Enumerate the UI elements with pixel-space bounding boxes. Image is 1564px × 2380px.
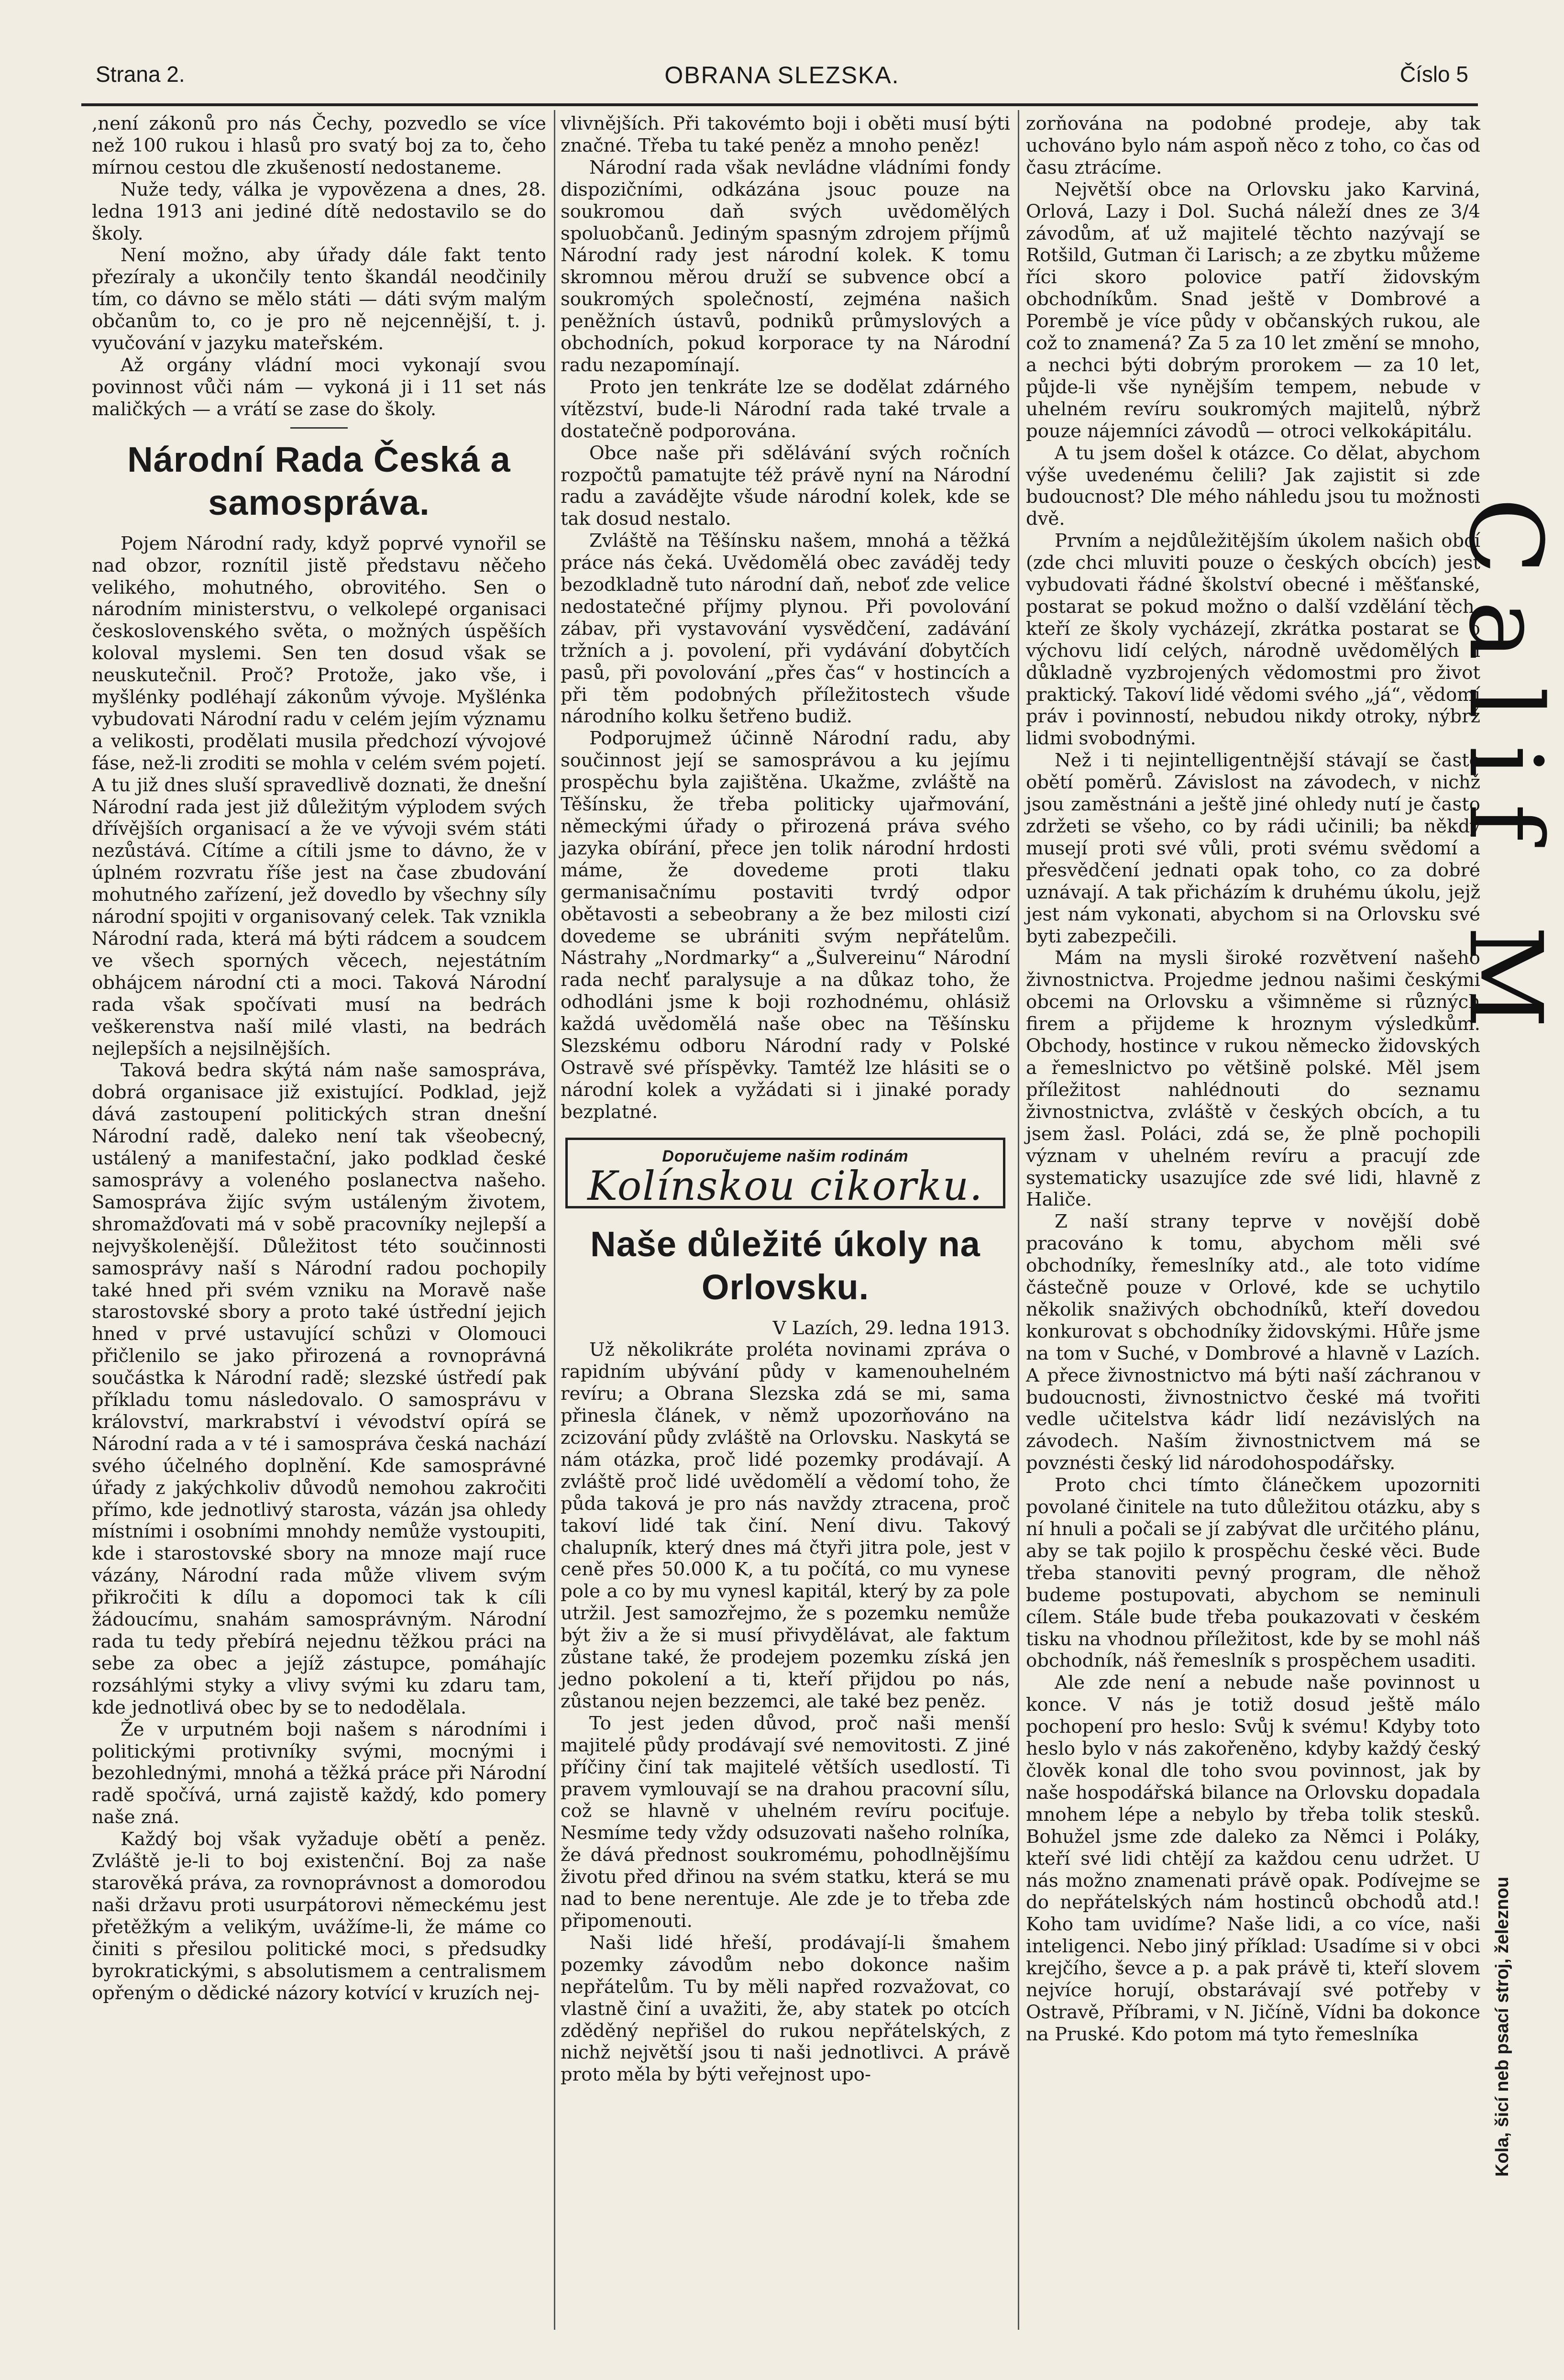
article-headline: Naše důležité úkoly na Orlovsku. <box>590 1224 980 1307</box>
paragraph: vlivnějších. Při takovémto boji i oběti musí býti značné. Třeba tu také peněz a mnoho peněz! <box>561 113 1010 156</box>
paragraph: Mám na mysli široké rozvětvení našeho živnostnictva. Projedme jednou našimi českými obcemi na Orlovsku a všimněme si různých firem a přijdeme k hroznym výsledkům. Obchody, hostince v rukou německo židovských a řemeslnictvo po většině polské. Měl jsem příležitost nahlédnouti do seznamu živnostnictva, zvláště v českých obcích, a tu jsem žasl. Poláci, zdá se, že plně pochopili význam v uhelném revíru a pracují zde systematicky usazujíce zde své lidi, hlavně z Haliče. <box>1026 947 1480 1211</box>
paragraph: Obce naše při sdělávání svých ročních rozpočtů pamatujte též právě nyní na Národní radu a zavádějte všude národní kolek, kde se tak dosud nestalo. <box>561 442 1010 530</box>
advertisement-box <box>565 1138 1005 1208</box>
paragraph: Už několikráte proléta novinami zpráva o rapidním ubývání půdy v kamenouhelném revíru; a Obrana Slezska zdá se mi, sama přinesla článek, v němž upozorňováno na zcizování půdy zvláště na Orlovsku. Naskytá se nám otázka, proč lidé pozemky prodávají. A zvláště proč lidé uvědomělí a vědomí toho, že půda taková je pro nás navždy ztracena, proč takoví lidé tak činí. Není divu. Takový chalupník, který dnes má čtyři jitra pole, jest v ceně přes 50.000 K, a tu počítá, co mu vynese pole a co by mu vynesl kapitál, který by za pole utržil. Jest samozřejmo, že s pozemku nemůže být živ a že si musí přivydělávat, ale faktum zůstane také, že prodejem pozemku získá jen jedno pokolení a ti, kteří přijdou po nás, zůstanou nejen bezzemci, ale také bez peněz. <box>561 1339 1010 1712</box>
paragraph: Každý boj však vyžaduje obětí a peněz. Zvláště je-li to boj existenční. Boj za naše starověká práva, za rovnoprávnost a domorodou naši državu proti usurpátorovi německému jest přetěžkým a velikým, uvážíme-li, že máme co činiti s přesilou politické moci, s předsudky byrokratickými, s absolutismem a centralismem opřeným o dědické názory kotvící v kruzích nej- <box>92 1828 546 2004</box>
paragraph: Ale zde není a nebude naše povinnost u konce. V nás je totiž dosud ještě málo pochopení pro heslo: Svůj k svému! Kdyby toto heslo bylo v nás zakořeněno, kdyby každý český člověk konal dle toho svou povinnost, jak by naše hospodářská bilance na Orlovsku dopadala mnohem lépe a nebylo by třeba tolik stesků. Bohužel jsme zde daleko za Němci i Poláky, kteří své lidi chtějí za každou cenu udržet. U nás možno znamenati právě opak. Podívejme se do nepřátelských nám hostinců obchodů atd.! Koho tam uvidíme? Naše lidi, a co více, naši inteligenci. Nebo jiný příklad: Usadíme si v obci krejčího, ševce a p. a pak právě ti, kteří slovem nejvíce horují, obstarávají své potřeby v Ostravě, Příbrami, v N. Jičíně, Vídni ba dokonce na Pruské. Kdo potom má tyto řemeslníka <box>1026 1672 1480 2045</box>
paragraph: Proto chci tímto článečkem upozorniti povolané činitele na tuto důležitou otázku, aby s ní hnuli a počali se jí zabývat dle určitého plánu, aby se tak pojilo k prospěchu české věci. Bude třeba stanoviti pevný program, dle něhož budeme postupovati, abychom se neminuli cílem. Stále bude třeba poukazovati v českém tisku na vhodnou příležitost, kde by se mohl náš obchodník, náš řemeslník s prospěchem usaditi. <box>1026 1474 1480 1672</box>
column-divider <box>1018 110 1019 2330</box>
paragraph: Z naší strany teprve v novější době pracováno k tomu, abychom měli své obchodníky, řemeslníky atd., ale toto vidíme částečně pouze v Orlové, kde se uchytilo několik snaživých obchodníků, kteří dovedou konkurovat s obchodníky židovskými. Hůře jsme na tom v Suché, v Dombrové a hlavně v Lazích. A přece živnostnictvo má býti naší záchranou v budoucnosti, živnostnictvo české má tvořiti vedle učitelstva kádr lidí nezávislých na závodech. Naším živnostnictvem má se povznésti český lid národohospodářsky. <box>1026 1211 1480 1474</box>
issue-number: Číslo 5 <box>1399 62 1468 87</box>
paragraph: Zvláště na Těšínsku našem, mnohá a těžká práce nás čeká. Uvědomělá obec zaváděj tedy bezodkladně tuto národní daň, neboť zde velice nedostatečné příjmy plynou. Při povolování zábav, při vystavování vysvědčení, zadávání tržních a j. povolení, při vydávání ďobytčích pasů, při povolování „přes čas“ v hostincích a při těm podobných příležitostech všude národního kolku šetřeno budiž. <box>561 530 1010 728</box>
paragraph: Proto jen tenkráte lze se dodělat zdárného vítězství, bude-li Národní rada také trvale a dostatečně podporována. <box>561 376 1010 442</box>
paragraph: Největší obce na Orlovsku jako Karviná, Orlová, Lazy i Dol. Suchá náleží dnes ze 3/4 závodům, ať už majitelé těchto nazývají se Rotšild, Gutman či Larisch; a ze zbytku můžeme říci skoro polovice patří židovským obchodníkům. Snad ještě v Dombrové a Porembě je více půdy v občanských rukou, ale což to znamená? Za 5 za 10 let změní se mnoho, a nechci býti dobrým prorokem — za 10 let, půjde-li vše nynějším tempem, nebude v uhelném revíru soukromých majitelů, nýbrž pouze nájemníci závodů — otroci velkokápitálu. <box>1026 178 1480 442</box>
paragraph: Než i ti nejintelligentnější stávají se často obětí poměrů. Závislost na závodech, v nichž jsou zaměstnáni a ještě jiné ohledy nutí je často zdržeti se všeho, co by rádi učinili; ba někdy musejí proti své vůli, proti svému svědomí a přesvědčení jednati opak toho, co za dobré uznávají. A tak přicházím k druhému úkolu, jejž jest nám vykonati, abychom si na Orlovsku své byti zabezpečili. <box>1026 750 1480 947</box>
column-divider <box>554 110 555 2330</box>
ad-product: Kolínskou cikorku. <box>587 1162 983 1209</box>
paragraph: Podporujmež účinně Národní radu, aby součinnost její se samosprávou a ku jejímu prospěchu byla zajištěna. Ukažme, zvláště na Těšínsku, že třeba politicky ujařmování, německými úřady o přirozená práva svého jazyka obírání, přece jen tolik národní hrdosti máme, že dovedeme proti tlaku germanisačnímu postaviti tvrdý odpor obětavosti a sebeobrany a že bez milosti cizí dovedeme se ubrániti svým nepřátelům. Nástrahy „Nordmarky“ a „Šulvereinu“ Národní rada nechť paralysuje a na důkaz toho, že odhodláni jsme k boji rozhodnému, ohlásiž každá uvědomělá naše obec na Těšínsku Slezskému odboru Národní rady v Polské Ostravě své příspěvky. Tamtéž lze hlásiti se o národní kolek a vyžádati si i jinaké porady bezplatné. <box>561 728 1010 1123</box>
paragraph: To jest jeden důvod, proč naši menší majitelé půdy prodávají své nemovitosti. Z jiné příčiny činí tak majitelé větších usedlostí. Ti pravem vymlouvají se na drahou pracovní sílu, což se hlavně v uhelném revíru pociťuje. Nesmíme tedy vždy odsuzovati našeho rolníka, že dává přednost soukromému, pohodlnějšímu životu před dřinou na svém statku, která se mu nad to bene nerentuje. Ale zde je to třeba zde připomenouti. <box>561 1712 1010 1932</box>
header-rule <box>81 103 1478 106</box>
dateline: V Lazích, 29. ledna 1913. <box>772 1317 1010 1339</box>
page-header <box>96 61 1468 104</box>
paragraph: Nuže tedy, válka je vypovězena a dnes, 28. ledna 1913 ani jediné dítě nedostavilo se do školy. <box>92 178 546 244</box>
column-1 <box>92 113 546 2337</box>
side-ad-caption: Kola, šicí neb psací stroj, železnou <box>1492 1876 1512 2177</box>
article-separator <box>290 427 348 429</box>
paragraph: Až orgány vládní moci vykonají svou povinnost vůči nám — vykoná ji i 11 set nás maličkých — a vrátí se zase do školy. <box>92 354 546 420</box>
side-ad-text: Calif M <box>1447 498 1564 1055</box>
paragraph: Není možno, aby úřady dále fakt tento přezíraly a ukončily tento škandál neodčinily tím, co dávno se mělo státi — dáti svým malým občanům to, co je pro ně nejcennější, t. j. vyučování v jazyku mateřském. <box>92 244 546 354</box>
paragraph: Národní rada však nevládne vládními fondy dispozičními, odkázána jsouc pouze na soukromou daň svých uvědomělých spoluobčanů. Jediným spasným zdrojem příjmů Národní rady jest národní kolek. K tomu skromnou měrou druží se subvence obcí a soukromých společností, zejména našich peněžních ústavů, podniků průmyslových a obchodních, pokud korporace ty na Národní radu nezapomínají. <box>561 156 1010 376</box>
page-number: Strana 2. <box>96 62 185 87</box>
paragraph: ,není zákonů pro nás Čechy, pozvedlo se více než 100 rukou i hlasů pro svatý boj za to, čeho mírnou cestou dle zkušeností nedostaneme. <box>92 113 546 178</box>
ad-tagline: Doporučujeme našim rodinám <box>662 1147 909 1165</box>
paragraph: Taková bedra skýtá nám naše samospráva, dobrá organisace již existující. Podklad, jejž dává zastoupení politických stran dnešní Národní radě, daleko není tak všeobecný, ustálený a manifestační, jako podklad české samosprávy a voleného poslanectva našeho. Samospráva žijíc svým ustáleným životem, shromažďovati má v sobě pracovníky nejlepší a nejvyškolenější. Důležitost této součinnosti samosprávy naší s Národní radou pochopily také hned při svém vzniku na Moravě naše starostovské sbory a proto také ústřední jejich hned v prvé ustavující schůzi v Olomouci přičlenilo se jako přirozená a rovnoprávná součástka k Národní radě; slezské ústředí pak příkladu tomu následovalo. O samosprávu v království, markrabství i vévodství opírá se Národní rada a v té i samospráva česká nachází svého účelného doplnění. Kde samosprávné úřady z jakýchkoliv důvodů nemohou zakročiti přímo, kde jednotlivý starosta, vázán jsa ohledy místními i osobními mnohdy nemůže vystoupiti, kde i starostovské sbory na mnoze mají ruce vázány, Národní rada může vlivem svým přikročiti k dílu a dopomoci tak k cíli žádoucímu, snahám samosprávným. Národní rada tu tedy přebírá nejednu těžkou práci na sebe za obec a jejíž zástupce, pomáhajíc rozsáhlými styky a vlivy svými ku zdaru tam, kde jednotlivá obec by se to nedodělala. <box>92 1060 546 1718</box>
side-ad-small-text <box>1492 1842 1521 2186</box>
paragraph: A tu jsem došel k otázce. Co dělat, abychom výše uvedenému čelili? Jak zajistit si zde budoucnost? Dle mého náhledu jsou tu možnosti dvě. <box>1026 442 1480 530</box>
column-3 <box>1026 113 1480 2337</box>
paragraph: Naši lidé hřeší, prodávají-li šmahem pozemky závodům nebo dokonce našim nepřátelům. Tu by měli napřed rozvažovat, co vlastně činí a uvažiti, že, aby statek po otcích zděděný nepřišel do rukou nepřátelských, z nichž největší jsou ti naši jednotlivci. A právě proto měla by býti veřejnost upo- <box>561 1932 1010 2086</box>
newspaper-title: OBRANA SLEZSKA. <box>664 62 900 89</box>
paragraph: Prvním a nejdůležitějším úkolem našich obcí (zde chci mluviti pouze o českých obcích) jest vybudovati řádné školství obecné i měšťanské, postarat se pokud možno o další vzdělání těch, kteří ze školy vycházejí, zkrátka postarat se o výchovu lidí celých, národně uvědomělých i důkladně vyzbrojených vědomostmi pro život praktický. Takoví lidé vědomi svého „já“, vědomí práv i povinností, nebudou nikdy otroky, nýbrž lidmi svobodnými. <box>1026 530 1480 750</box>
paragraph: Že v urputném boji našem s národními i politickými protivníky svými, mocnými i bezohlednými, mnohá a těžká práce při Národní radě spočívá, urná zajistě každý, kdo pomery naše zná. <box>92 1718 546 1828</box>
paragraph: Pojem Národní rady, když poprvé vynořil se nad obzor, roznítil jistě představu něčeho velikého, mohutného, obrovitého. Sen o národním ministerstvu, o velkolepé organisaci československého světa, o možných úspěších koloval myslemi. Sen ten dosud však se neuskutečnil. Proč? Protože, jako vše, i myšlénky podléhají zákonům vývoje. Myšlénka vybudovati Národní radu v celém jejím významu a velikosti, prodělati musila předchozí vývojové fáse, než-li zroditi se mohla v celém svém pojetí. A tu již dnes sluší spravedlivě doznati, že dnešní Národní rada jest již důležitým výplodem svých dřívějších organisací a že ve vývoji svém státi nezůstává. Cítíme a cítili jsme to dávno, že v úplném rozvratu říše jest na čase zbudování mohutného zařízení, jež dovedlo by všechny síly národní spojiti v organisovaný celek. Tak vznikla Národní rada, která má býti rádcem a soudcem ve všech sporných věcech, nejestátním obhájcem národní cti a moci. Taková Národní rada však spočívati musí na bedrách veškerenstva naší milé vlasti, na bedrách nejlepších a nejsilnějších. <box>92 532 547 1060</box>
article-headline: Národní Rada Česká a samospráva. <box>127 439 511 522</box>
column-2 <box>561 113 1010 2337</box>
paragraph: zorňována na podobné prodeje, aby tak uchováno bylo nám aspoň něco z toho, co čas od času ztrácíme. <box>1026 113 1480 178</box>
